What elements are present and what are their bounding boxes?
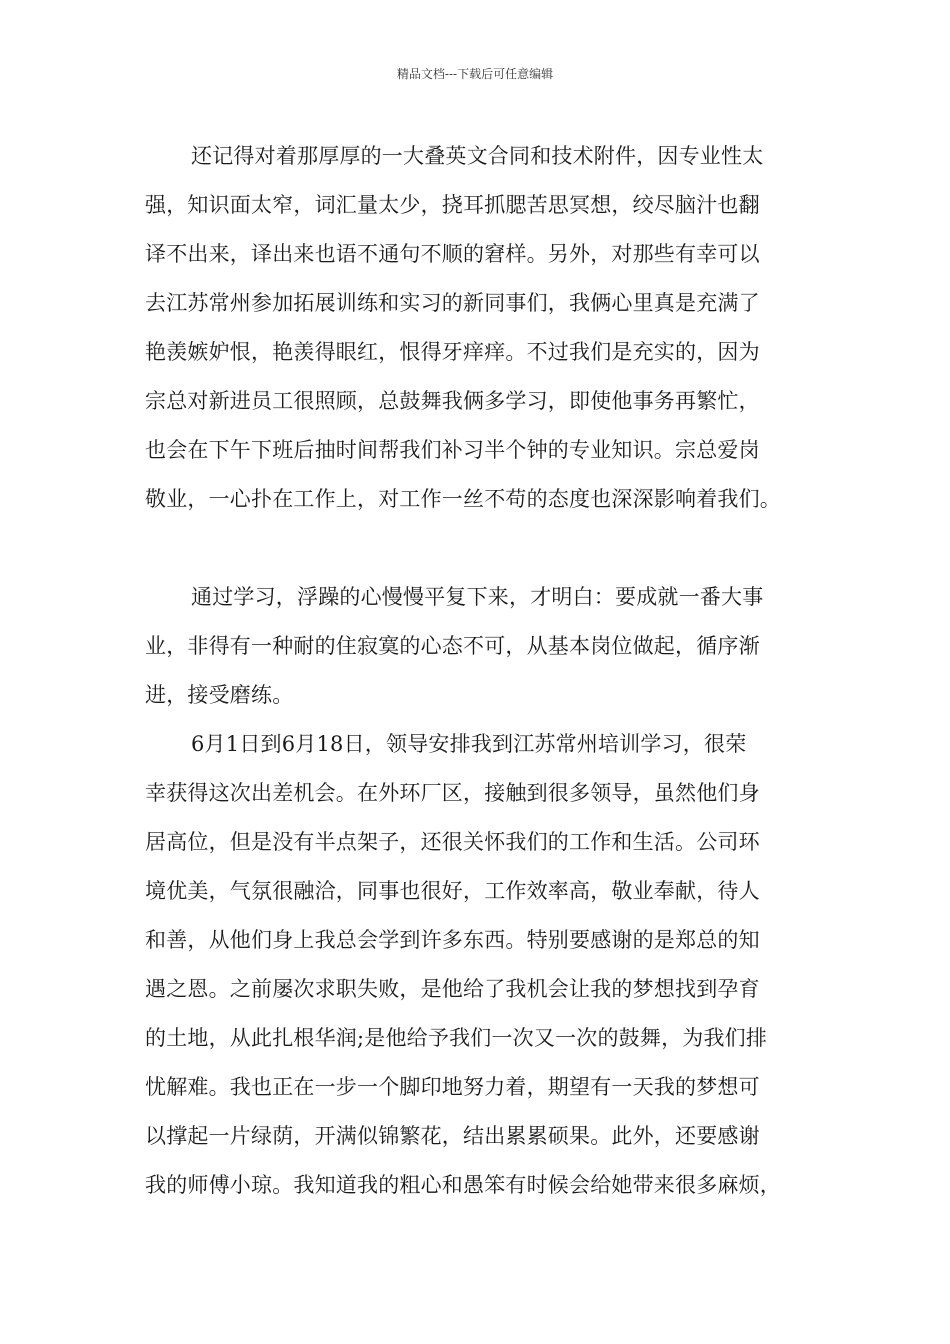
text-line: 以撑起一片绿荫，开满似锦繁花，结出累累硕果。此外，还要感谢 — [145, 1124, 760, 1148]
text-line: 也会在下午下班后抽时间帮我们补习半个钟的专业知识。宗总爱岗 — [145, 438, 760, 462]
paragraph-2 — [145, 573, 830, 720]
text-line: 我的师傅小琼。我知道我的粗心和愚笨有时候会给她带来很多麻烦， — [145, 1173, 781, 1197]
text-line: 译不出来，译出来也语不通句不顺的窘样。另外，对那些有幸可以 — [145, 242, 760, 266]
document-body — [145, 132, 830, 1210]
text-line: 去江苏常州参加拓展训练和实习的新同事们，我俩心里真是充满了 — [145, 291, 760, 315]
text-line: 幸获得这次出差机会。在外环厂区，接触到很多领导，虽然他们身 — [145, 781, 760, 805]
text-line: 宗总对新进员工很照顾，总鼓舞我俩多学习，即使他事务再繁忙， — [145, 389, 760, 413]
text-line: 忧解难。我也正在一步一个脚印地努力着，期望有一天我的梦想可 — [145, 1075, 760, 1099]
text-line: 进，接受磨练。 — [145, 683, 294, 707]
text-line: 还记得对着那厚厚的一大叠英文合同和技术附件，因专业性太 — [191, 144, 764, 168]
paragraph-1 — [145, 132, 830, 524]
page-header: 精品文档---下载后可任意编辑 — [396, 67, 554, 81]
paragraph-3 — [145, 720, 830, 1210]
text-line: 居高位，但是没有半点架子，还很关怀我们的工作和生活。公司环 — [145, 830, 760, 854]
text-line: 的土地，从此扎根华润;是他给予我们一次又一次的鼓舞，为我们排 — [145, 1026, 768, 1050]
paragraph-spacer — [145, 524, 830, 573]
text-line: 和善，从他们身上我总会学到许多东西。特别要感谢的是郑总的知 — [145, 928, 760, 952]
text-line: 6月1日到6月18日，领导安排我到江苏常州培训学习，很荣 — [191, 732, 747, 756]
text-line: 通过学习，浮躁的心慢慢平复下来，才明白：要成就一番大事 — [191, 585, 764, 609]
text-line: 强，知识面太窄，词汇量太少，挠耳抓腮苦思冥想，绞尽脑汁也翻 — [145, 193, 760, 217]
text-line: 艳羡嫉妒恨，艳羡得眼红，恨得牙痒痒。不过我们是充实的，因为 — [145, 340, 760, 364]
text-line: 敬业，一心扑在工作上，对工作一丝不苟的态度也深深影响着我们。 — [145, 487, 781, 511]
text-line: 遇之恩。之前屡次求职失败，是他给了我机会让我的梦想找到孕育 — [145, 977, 760, 1001]
text-line: 境优美，气氛很融洽，同事也很好，工作效率高，敬业奉献，待人 — [145, 879, 760, 903]
text-line: 业，非得有一种耐的住寂寞的心态不可，从基本岗位做起，循序渐 — [145, 634, 760, 658]
